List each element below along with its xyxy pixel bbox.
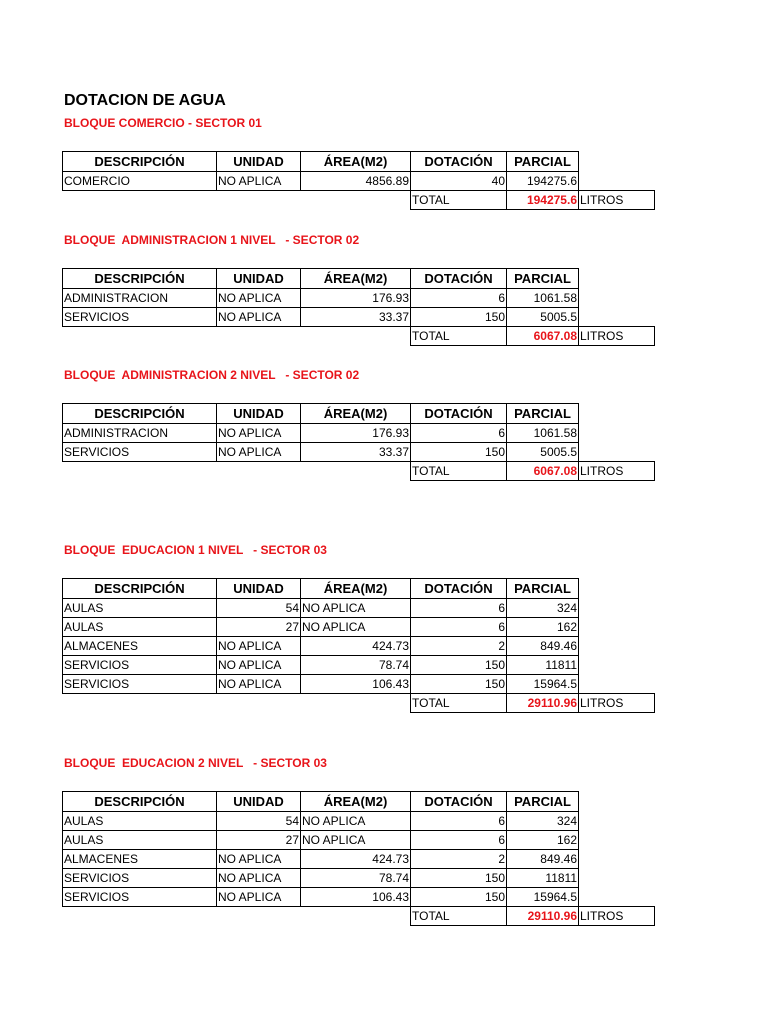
column-header: DESCRIPCIÓN	[63, 152, 217, 172]
cell-unidad: NO APLICA	[217, 424, 301, 443]
cell-area: 424.73	[301, 637, 411, 656]
total-label: TOTAL	[411, 907, 507, 926]
cell-dotacion: 150	[411, 888, 507, 907]
cell-area: 78.74	[301, 869, 411, 888]
column-header: PARCIAL	[507, 404, 579, 424]
cell-parcial: 1061.58	[507, 424, 579, 443]
total-label: TOTAL	[411, 327, 507, 346]
cell-unidad: NO APLICA	[217, 675, 301, 694]
block-title: BLOQUE ADMINISTRACION 2 NIVEL - SECTOR 02	[64, 368, 360, 382]
cell-parcial: 5005.5	[507, 443, 579, 462]
total-row	[63, 191, 655, 210]
cell-unidad: NO APLICA	[217, 869, 301, 888]
cell-dotacion: 150	[411, 308, 507, 327]
total-value: 194275.6	[507, 191, 579, 210]
cell-dotacion: 150	[411, 443, 507, 462]
cell-desc: AULAS	[63, 831, 217, 850]
cell-parcial: 11811	[507, 656, 579, 675]
column-header: PARCIAL	[507, 152, 579, 172]
water-table	[62, 268, 655, 346]
table-row	[63, 675, 655, 694]
column-header: PARCIAL	[507, 579, 579, 599]
cell-desc: SERVICIOS	[63, 869, 217, 888]
cell-dotacion: 40	[411, 172, 507, 191]
cell-dotacion: 6	[411, 618, 507, 637]
cell-unidad: NO APLICA	[217, 656, 301, 675]
cell-parcial: 15964.5	[507, 675, 579, 694]
header-row	[63, 152, 655, 172]
column-header: PARCIAL	[507, 269, 579, 289]
block-title: BLOQUE EDUCACION 2 NIVEL - SECTOR 03	[64, 756, 327, 770]
column-header: ÁREA(M2)	[301, 152, 411, 172]
cell-dotacion: 2	[411, 850, 507, 869]
cell-parcial: 324	[507, 599, 579, 618]
cell-unidad: NO APLICA	[217, 888, 301, 907]
page-title: DOTACION DE AGUA	[64, 92, 226, 109]
column-header: UNIDAD	[217, 792, 301, 812]
cell-desc: AULAS	[63, 812, 217, 831]
block-title: BLOQUE EDUCACION 1 NIVEL - SECTOR 03	[64, 543, 327, 557]
total-value: 29110.96	[507, 907, 579, 926]
total-label: TOTAL	[411, 694, 507, 713]
column-header: PARCIAL	[507, 792, 579, 812]
table-row	[63, 308, 655, 327]
cell-unidad: 54	[217, 599, 301, 618]
cell-parcial: 5005.5	[507, 308, 579, 327]
cell-parcial: 849.46	[507, 850, 579, 869]
column-header: DESCRIPCIÓN	[63, 792, 217, 812]
total-row	[63, 327, 655, 346]
column-header: UNIDAD	[217, 269, 301, 289]
cell-desc: SERVICIOS	[63, 656, 217, 675]
cell-area: 424.73	[301, 850, 411, 869]
column-header: DOTACIÓN	[411, 792, 507, 812]
cell-unidad: NO APLICA	[217, 308, 301, 327]
cell-parcial: 162	[507, 831, 579, 850]
cell-desc: ALMACENES	[63, 637, 217, 656]
cell-dotacion: 2	[411, 637, 507, 656]
cell-dotacion: 150	[411, 869, 507, 888]
water-table	[62, 791, 655, 926]
table-row	[63, 289, 655, 308]
cell-desc: ADMINISTRACION	[63, 424, 217, 443]
table-row	[63, 172, 655, 191]
total-row	[63, 462, 655, 481]
total-label: TOTAL	[411, 462, 507, 481]
total-unit: LITROS	[579, 694, 655, 713]
header-row	[63, 792, 655, 812]
table-row	[63, 831, 655, 850]
cell-area: 78.74	[301, 656, 411, 675]
cell-desc: SERVICIOS	[63, 308, 217, 327]
cell-desc: AULAS	[63, 599, 217, 618]
cell-desc: ADMINISTRACION	[63, 289, 217, 308]
water-table	[62, 578, 655, 713]
cell-area: 176.93	[301, 289, 411, 308]
cell-desc: COMERCIO	[63, 172, 217, 191]
header-row	[63, 269, 655, 289]
table-row	[63, 443, 655, 462]
cell-dotacion: 6	[411, 831, 507, 850]
column-header: ÁREA(M2)	[301, 404, 411, 424]
table-row	[63, 618, 655, 637]
column-header: UNIDAD	[217, 404, 301, 424]
table-row	[63, 637, 655, 656]
cell-area: 176.93	[301, 424, 411, 443]
column-header: DESCRIPCIÓN	[63, 404, 217, 424]
column-header: UNIDAD	[217, 152, 301, 172]
total-value: 6067.08	[507, 327, 579, 346]
total-value: 6067.08	[507, 462, 579, 481]
column-header: ÁREA(M2)	[301, 579, 411, 599]
cell-dotacion: 6	[411, 599, 507, 618]
total-unit: LITROS	[579, 327, 655, 346]
cell-parcial: 11811	[507, 869, 579, 888]
column-header: ÁREA(M2)	[301, 792, 411, 812]
cell-desc: SERVICIOS	[63, 888, 217, 907]
water-table	[62, 151, 655, 210]
cell-parcial: 194275.6	[507, 172, 579, 191]
cell-unidad: NO APLICA	[217, 850, 301, 869]
cell-unidad: NO APLICA	[217, 172, 301, 191]
cell-unidad: NO APLICA	[217, 289, 301, 308]
cell-area: NO APLICA	[301, 599, 411, 618]
table-row	[63, 869, 655, 888]
column-header: DOTACIÓN	[411, 579, 507, 599]
header-row	[63, 404, 655, 424]
column-header: DOTACIÓN	[411, 404, 507, 424]
cell-dotacion: 6	[411, 289, 507, 308]
cell-area: 33.37	[301, 443, 411, 462]
total-unit: LITROS	[579, 191, 655, 210]
cell-parcial: 849.46	[507, 637, 579, 656]
cell-area: 106.43	[301, 675, 411, 694]
table-row	[63, 599, 655, 618]
table-row	[63, 888, 655, 907]
column-header: UNIDAD	[217, 579, 301, 599]
table-row	[63, 656, 655, 675]
total-unit: LITROS	[579, 907, 655, 926]
cell-unidad: 54	[217, 812, 301, 831]
total-row	[63, 907, 655, 926]
total-value: 29110.96	[507, 694, 579, 713]
table-row	[63, 850, 655, 869]
cell-unidad: 27	[217, 618, 301, 637]
water-table	[62, 403, 655, 481]
cell-parcial: 1061.58	[507, 289, 579, 308]
total-row	[63, 694, 655, 713]
cell-parcial: 324	[507, 812, 579, 831]
cell-area: NO APLICA	[301, 831, 411, 850]
cell-dotacion: 150	[411, 675, 507, 694]
cell-area: NO APLICA	[301, 618, 411, 637]
cell-parcial: 162	[507, 618, 579, 637]
cell-area: NO APLICA	[301, 812, 411, 831]
cell-unidad: NO APLICA	[217, 443, 301, 462]
cell-area: 4856.89	[301, 172, 411, 191]
column-header: DESCRIPCIÓN	[63, 269, 217, 289]
cell-desc: SERVICIOS	[63, 675, 217, 694]
cell-desc: AULAS	[63, 618, 217, 637]
cell-desc: ALMACENES	[63, 850, 217, 869]
cell-dotacion: 6	[411, 424, 507, 443]
cell-dotacion: 6	[411, 812, 507, 831]
column-header: DOTACIÓN	[411, 269, 507, 289]
cell-dotacion: 150	[411, 656, 507, 675]
column-header: ÁREA(M2)	[301, 269, 411, 289]
cell-unidad: 27	[217, 831, 301, 850]
column-header: DESCRIPCIÓN	[63, 579, 217, 599]
total-unit: LITROS	[579, 462, 655, 481]
table-row	[63, 812, 655, 831]
total-label: TOTAL	[411, 191, 507, 210]
cell-area: 33.37	[301, 308, 411, 327]
header-row	[63, 579, 655, 599]
column-header: DOTACIÓN	[411, 152, 507, 172]
table-row	[63, 424, 655, 443]
block-title: BLOQUE ADMINISTRACION 1 NIVEL - SECTOR 02	[64, 233, 360, 247]
cell-parcial: 15964.5	[507, 888, 579, 907]
block-title: BLOQUE COMERCIO - SECTOR 01	[64, 116, 262, 130]
cell-desc: SERVICIOS	[63, 443, 217, 462]
cell-unidad: NO APLICA	[217, 637, 301, 656]
cell-area: 106.43	[301, 888, 411, 907]
